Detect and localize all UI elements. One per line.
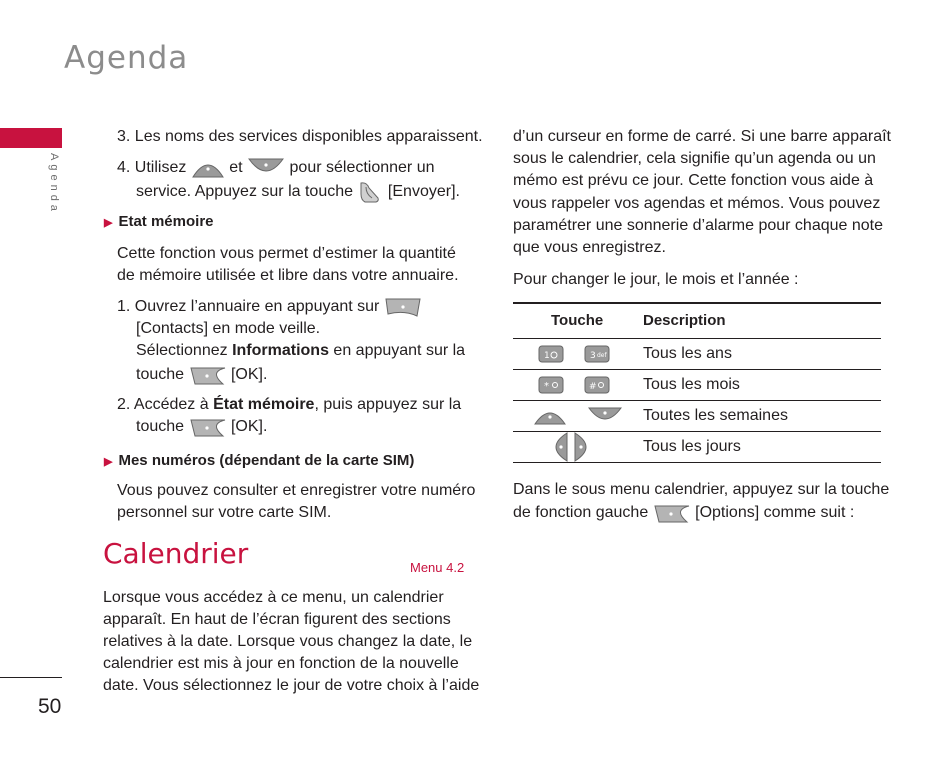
paragraph-line: personnel sur votre carte SIM. [117,504,332,521]
table-row [513,401,881,432]
row-description: Tous les mois [643,370,881,401]
table-row [513,432,881,463]
list-item: 4. Utilisez et pour sélectionner un [117,157,435,179]
table-header-row [513,303,881,339]
paragraph-line: mémo est prévu ce jour. Cette fonction vous aide à [513,172,874,189]
column-header-touche: Touche [513,303,643,339]
paragraph-line: Vous pouvez consulter et enregistrer votre numéro [117,482,476,499]
menu-reference: Menu 4.2 [410,560,465,575]
svg-text:def: def [597,352,607,359]
paragraph-line: vous rappeler vos agendas et mémos. Vous pouvez [513,195,881,212]
svg-text:3: 3 [590,351,596,361]
section-title: Calendrier [103,537,249,570]
left-soft-key-icon [189,364,227,386]
paragraph-line: de mémoire utilisée et libre dans votre annuaire. [117,267,459,284]
key-star-icon [538,376,564,394]
table-row [513,370,881,401]
etat-memoire-heading: ▶ Etat mémoire [104,213,214,230]
chapter-tab-marker [0,128,62,148]
paragraph-line: de fonction gauche [Options] comme suit : [513,502,854,524]
bullet-triangle-icon: ▶ [104,217,113,229]
row-description: Tous les ans [643,339,881,370]
paragraph-line: calendrier est mis à jour en fonction de la nouvelle [103,655,459,672]
nav-down-icon [587,406,623,426]
list-item-continued: [Contacts] en mode veille. [136,320,321,337]
paragraph-line: Lorsque vous accédez à ce menu, un calendrier [103,589,444,606]
list-item: 2. Accédez à État mémoire, puis appuyez sur la [117,396,462,413]
right-soft-key-icon [384,296,422,318]
paragraph-line: d’un curseur en forme de carré. Si une barre apparaît [513,128,891,145]
paragraph-line: sous le calendrier, cela signifie qu’un agenda ou un [513,150,876,167]
svg-text:*: * [544,381,549,392]
chapter-side-label: Agenda [48,153,60,215]
paragraph-line: que vous enregistrez. [513,239,666,256]
paragraph-line: relatives à la date. Lorsque vous changez la date, le [103,633,473,650]
row-description: Tous les jours [643,432,881,463]
paragraph-line: Dans le sous menu calendrier, appuyez sur la touche [513,481,890,498]
key-1-icon [538,345,564,363]
row-description: Toutes les semaines [643,401,881,432]
column-header-description: Description [643,303,881,339]
paragraph-line: paramétrer une sonnerie d’alarme pour chaque note [513,217,884,234]
list-item: 1. Ouvrez l’annuaire en appuyant sur [117,296,422,318]
list-item: 3. Les noms des services disponibles apparaissent. [117,128,483,145]
nav-down-icon [247,157,285,179]
bullet-triangle-icon: ▶ [104,456,113,468]
table-row [513,339,881,370]
page-title: Agenda [64,40,189,76]
svg-text:1: 1 [544,351,550,361]
paragraph-line: date. Vous sélectionnez le jour de votre choix à l’aide [103,677,480,694]
send-key-icon [357,180,383,204]
svg-text:#: # [589,382,597,392]
left-soft-key-icon [189,416,227,438]
mes-numeros-heading: ▶ Mes numéros (dépendant de la carte SIM) [104,452,415,469]
nav-right-icon [573,432,593,462]
key-hash-icon [584,376,610,394]
nav-left-icon [549,432,569,462]
list-item-continued: Sélectionnez Informations en appuyant sur la [136,342,466,359]
nav-up-icon [533,406,567,426]
paragraph-line: Pour changer le jour, le mois et l’année : [513,271,799,288]
page-number-rule [0,677,62,678]
list-item-continued: touche [OK]. [136,416,267,438]
list-item-continued: service. Appuyez sur la touche [Envoyer]. [136,180,460,204]
paragraph-line: apparaît. En haut de l’écran figurent des sections [103,611,451,628]
key-table [513,302,881,463]
key-3-icon [584,345,610,363]
list-item-continued: touche [OK]. [136,364,267,386]
nav-up-icon [191,157,225,179]
page-number: 50 [38,695,62,718]
paragraph-line: Cette fonction vous permet d’estimer la quantité [117,245,456,262]
left-soft-key-icon [653,502,691,524]
